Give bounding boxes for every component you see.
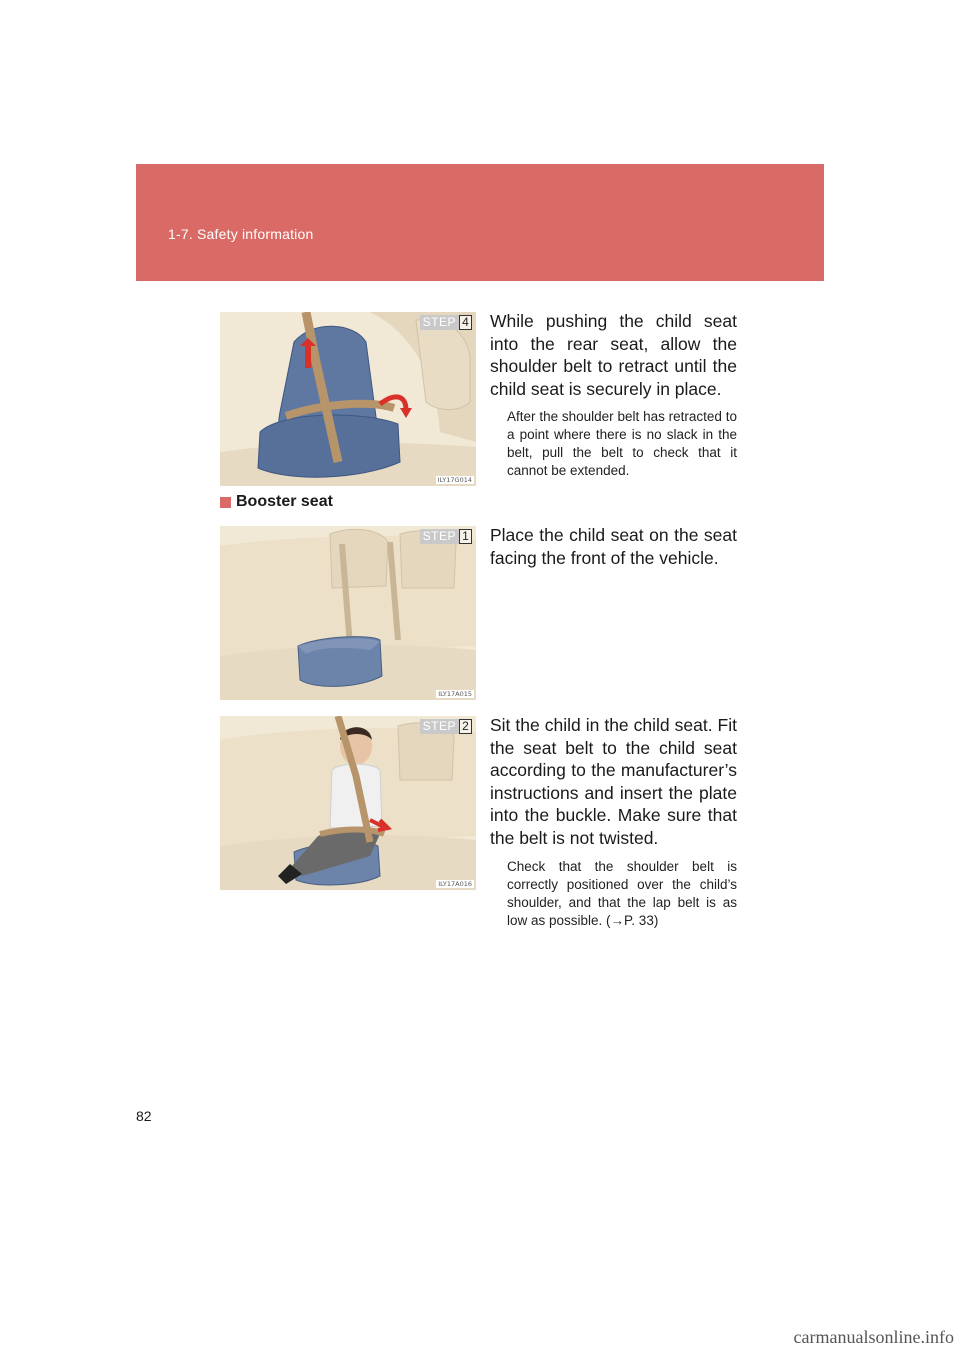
figure-step-1 — [220, 526, 476, 700]
figure-code: ILY17A015 — [438, 690, 472, 698]
step-4-note: After the shoulder belt has retracted to a point where there is no slack in the belt, pull the belt to check that it cannot be extended. — [507, 409, 737, 478]
step-2-note: Check that the shoulder belt is correctly positioned over the child’s shoulder, and that the lap belt is as low as possible. (→P. 33) — [507, 859, 737, 928]
step-label: STEP — [420, 529, 459, 544]
step-label: STEP — [420, 719, 459, 734]
step-badge — [420, 315, 472, 330]
section-title: 1-7. Safety information — [168, 226, 314, 242]
watermark: carmanualsonline.info — [793, 1327, 954, 1347]
step-number: 1 — [459, 529, 472, 544]
step-4-instruction: While pushing the child seat into the rear seat, allow the shoulder belt to retract until the child seat is securely in place. — [490, 311, 737, 399]
figure-step-4 — [220, 312, 476, 486]
step-number: 4 — [459, 315, 472, 330]
booster-seat-illustration — [220, 526, 476, 700]
subheading-text: Booster seat — [236, 493, 333, 510]
child-in-booster-illustration — [220, 716, 476, 890]
page-number: 82 — [136, 1108, 152, 1124]
figure-code: ILY17A016 — [438, 880, 472, 888]
step-badge — [420, 529, 472, 544]
step-label: STEP — [420, 315, 459, 330]
bullet-square-icon — [220, 497, 231, 508]
step-number: 2 — [459, 719, 472, 734]
child-seat-illustration — [220, 312, 476, 486]
step-badge — [420, 719, 472, 734]
booster-seat-heading — [220, 493, 333, 511]
header-band — [136, 164, 824, 281]
figure-code: ILY17G014 — [437, 476, 472, 484]
step-2-instruction: Sit the child in the child seat. Fit the seat belt to the child seat according to the manufacturer’s instructions and insert the plate into the buckle. Make sure that the belt is not twisted. — [490, 715, 737, 848]
step-1-instruction: Place the child seat on the seat facing the front of the vehicle. — [490, 525, 737, 568]
figure-step-2 — [220, 716, 476, 890]
